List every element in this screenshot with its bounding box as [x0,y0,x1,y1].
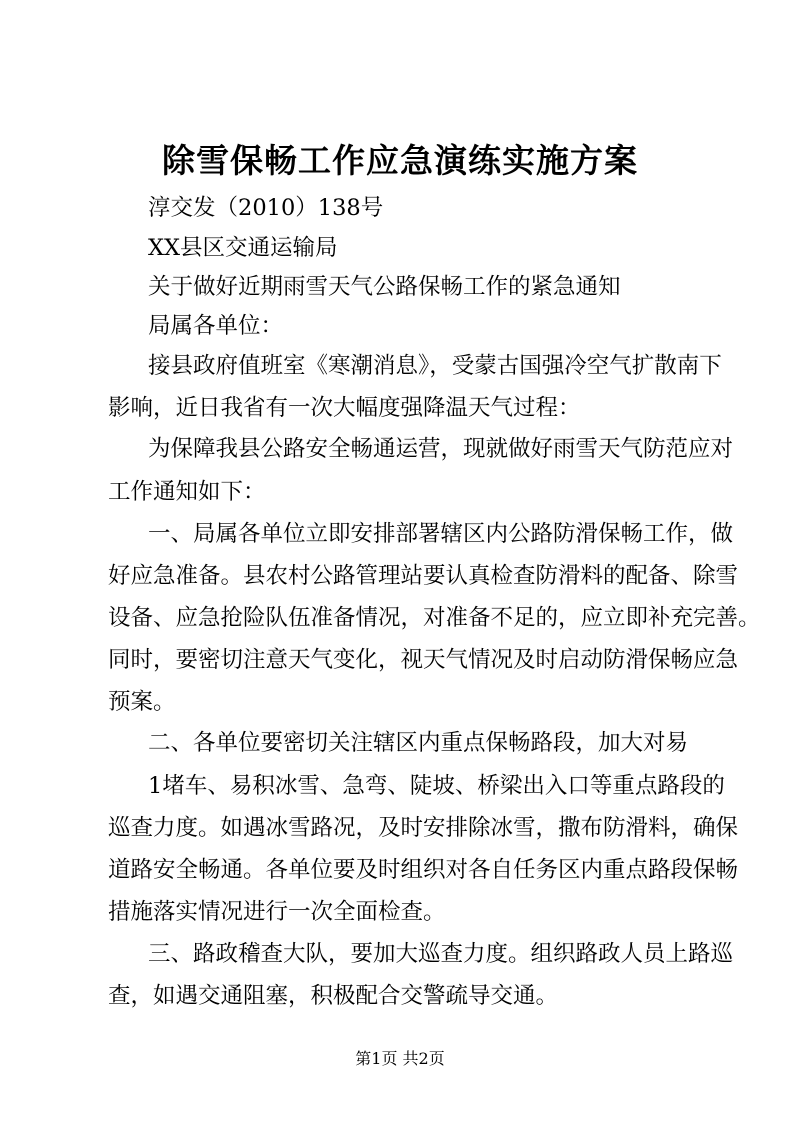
doc-number: 淳交发（2010）138号 [148,195,384,221]
salutation: 局属各单位： [148,313,284,339]
paragraph-line: 道路安全畅通。各单位要及时组织对各自任务区内重点路段保畅 [108,857,739,883]
paragraph-line: 1堵车、易积冰雪、急弯、陡坡、桥梁出入口等重点路段的 [148,773,725,799]
notice-title: 关于做好近期雨雪天气公路保畅工作的紧急通知 [148,274,621,300]
paragraph-line: 同时，要密切注意天气变化，视天气情况及时启动防滑保畅应急 [108,647,739,673]
paragraph-line: 工作通知如下： [108,479,266,505]
issuer: XX县区交通运输局 [148,235,338,261]
paragraph-line: 预案。 [108,689,176,715]
paragraph-line: 接县政府值班室《寒潮消息》，受蒙古国强冷空气扩散南下 [148,353,722,379]
paragraph-line: 为保障我县公路安全畅通运营，现就做好雨雪天气防范应对 [148,436,734,462]
paragraph-line: 三、路政稽查大队，要加大巡查力度。组织路政人员上路巡 [148,941,734,967]
paragraph-line: 好应急准备。县农村公路管理站要认真检查防滑料的配备、除雪 [108,563,739,589]
page-footer: 第1页 共2页 [355,1049,445,1068]
paragraph-line: 影响，近日我省有一次大幅度强降温天气过程： [108,395,581,421]
paragraph-line: 设备、应急抢险队伍准备情况，对准备不足的，应立即补充完善。 [108,605,761,631]
paragraph-line: 二、各单位要密切关注辖区内重点保畅路段，加大对易 [148,730,689,756]
paragraph-line: 巡查力度。如遇冰雪路况，及时安排除冰雪，撒布防滑料，确保 [108,815,739,841]
paragraph-line: 查，如遇交通阻塞，积极配合交警疏导交通。 [108,983,559,1009]
paragraph-line: 措施落实情况进行一次全面检查。 [108,899,446,925]
paragraph-line: 一、局属各单位立即安排部署辖区内公路防滑保畅工作，做 [148,521,734,547]
document-title: 除雪保畅工作应急演练实施方案 [162,141,638,180]
